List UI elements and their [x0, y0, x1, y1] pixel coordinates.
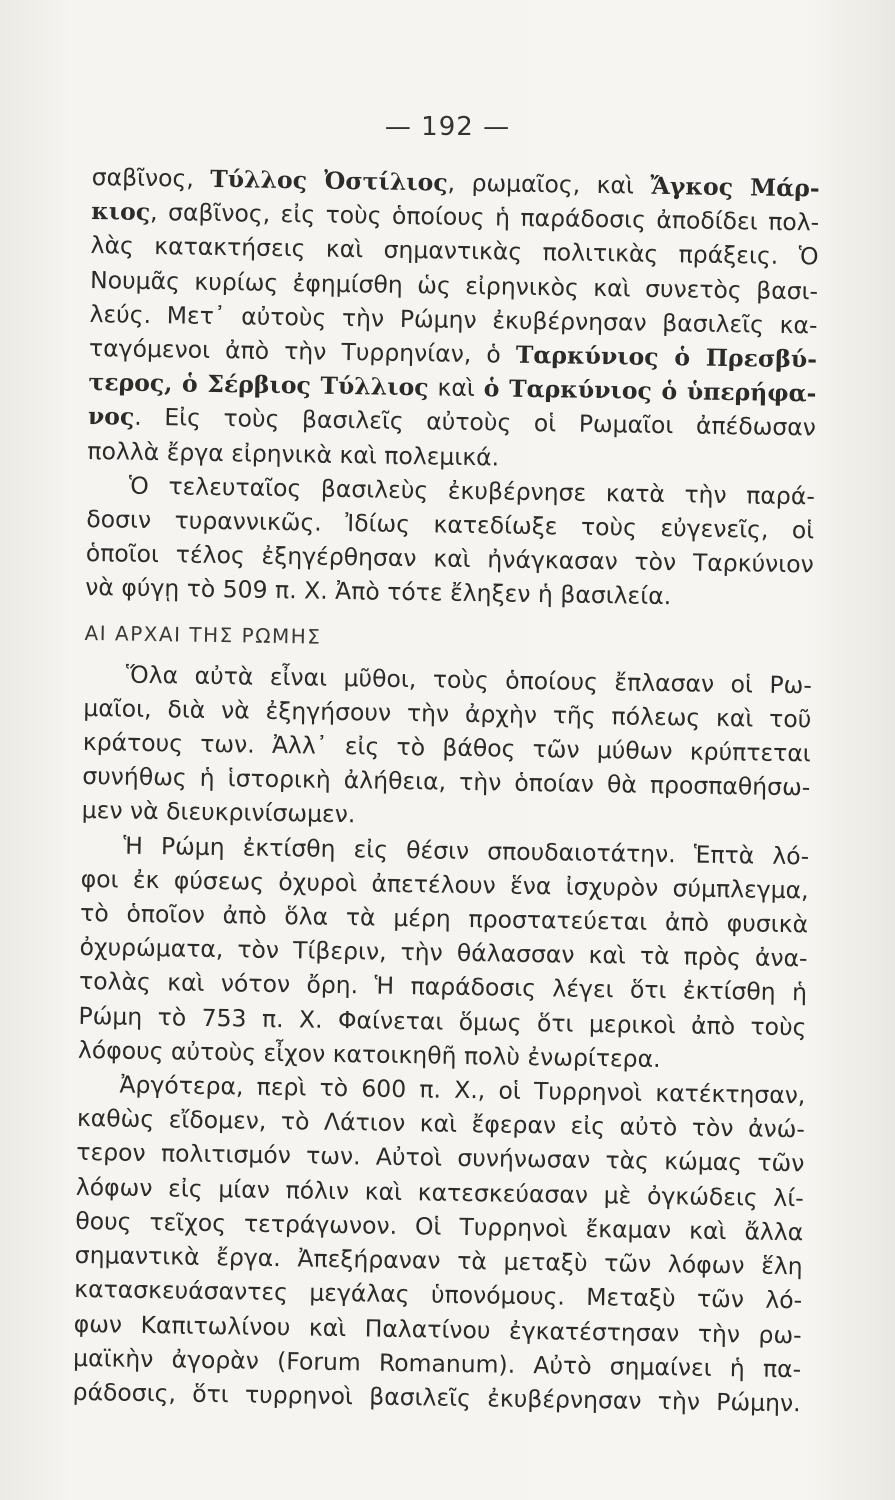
bold-name: Ἄγκος Μάρ-	[650, 171, 820, 203]
text-run: δοσιν τυραννικῶς. Ἰδίως κατεδίωξε τοὺς εὐγενεῖς, οἱ	[86, 504, 815, 545]
text-run: Ὁ τελευταῖος βασιλεὺς ἐκυβέρνησε κατὰ τὴν παρά-	[128, 471, 816, 511]
text-run: , σαβῖνος, εἰς τοὺς ὁποίους ἡ παράδοσις ἀποδίδει πολ-	[149, 198, 820, 237]
page-number: — 192 —	[384, 112, 511, 142]
text-run: φοι ἐκ φύσεως ὀχυροὶ ἀπετέλουν ἕνα ἰσχυρὸν σύμπλεγμα,	[80, 864, 809, 905]
text-run: ταγόμενοι ἀπὸ τὴν Τυρρηνίαν, ὁ	[88, 333, 517, 369]
text-run: Ρώμη τὸ 753 π. Χ. Φαίνεται ὅμως ὅτι μερικοὶ ἀπὸ τοὺς	[78, 1001, 807, 1041]
text-run: τολὰς καὶ νότον ὄρη. Ἡ παράδοσις λέγει ὅτι ἐκτίσθη ἡ	[78, 967, 808, 1007]
text-run: τερον πολιτισμόν των. Αὐτοὶ συνήνωσαν τὰς κώμας τῶν	[76, 1138, 805, 1178]
bold-name: νος	[87, 402, 135, 432]
bold-name: Ταρκύνιος ὁ Πρεσβύ-	[515, 340, 818, 374]
text-run: ὁποῖοι τέλος ἐξηγέρθησαν καὶ ἠνάγκασαν τὸν Ταρκύνιον	[85, 539, 814, 579]
body-text	[72, 160, 820, 1420]
text-run: μαϊκὴν ἀγορὰν (Forum Romanum). Αὐτὸ σημαίνει ἡ πα-	[72, 1343, 802, 1383]
text-run: συνήθως ἡ ἱστορικὴ ἀλήθεια, τὴν ὁποίαν θὰ προσπαθήσω-	[82, 762, 811, 802]
text-run: . Εἰς τοὺς βασιλεῖς αὐτοὺς οἱ Ρωμαῖοι ἀπέδωσαν	[134, 403, 817, 442]
text-run: λεύς. Μετ᾽ αὐτοὺς τὴν Ρώμην ἐκυβέρνησαν βασιλεῖς κα-	[89, 299, 818, 340]
bold-name: ὁ Ταρκύνιος ὁ ὑπερήφα-	[483, 374, 817, 408]
text-run: λόφους αὐτοὺς εἶχον κατοικηθῆ πολὺ ἐνωρίτερα.	[77, 1035, 661, 1073]
text-run: θους τεῖχος τετράγωνον. Οἱ Τυρρηνοὶ ἔκαμαν καὶ ἄλλα	[75, 1206, 804, 1247]
text-run: Νουμᾶς κυρίως ἐφημίσθη ὡς εἰρηνικὸς καὶ συνετὸς βασι-	[89, 265, 819, 306]
text-run: σαβῖνος,	[91, 162, 211, 193]
text-run: ράδοσις, ὅτι τυρρηνοὶ βασιλεῖς ἐκυβέρνησαν τὴν Ρώμην.	[72, 1377, 801, 1418]
text-run: Ἡ Ρώμη ἐκτίσθη εἰς θέσιν σπουδαιοτάτην. Ἑπτὰ λό-	[123, 831, 810, 871]
text-run: τὸ ὁποῖον ἀπὸ ὅλα τὰ μέρη προστατεύεται ἀπὸ φυσικὰ	[79, 898, 809, 939]
text-run: μεν νὰ διευκρινίσωμεν.	[81, 796, 356, 829]
text-run: σημαντικὰ ἔργα. Ἀπεξήραναν τὰ μεταξὺ τῶν λόφων ἕλη	[74, 1240, 803, 1281]
text-run: Ἀργότερα, περὶ τὸ 600 π. Χ., οἱ Τυρρηνοὶ κατέκτησαν,	[119, 1070, 806, 1110]
text-run: λὰς κατακτήσεις καὶ σημαντικὰς πολιτικὰς πράξεις. Ὁ	[90, 231, 819, 271]
text-run: ὀχυρώματα, τὸν Τίβεριν, τὴν θάλασσαν καὶ τὰ πρὸς ἀνα-	[79, 933, 808, 973]
bold-name: κιος	[90, 197, 151, 227]
section-heading: ΑΙ ΑΡΧΑΙ ΤΗΣ ΡΩΜΗΣ	[84, 620, 322, 649]
text-run: μαῖοι, διὰ νὰ ἐξηγήσουν τὴν ἀρχὴν τῆς πόλεως καὶ τοῦ	[83, 693, 812, 734]
text-run: καὶ	[428, 373, 484, 403]
text-run: , ρωμαῖος, καὶ	[447, 168, 651, 200]
bold-name: Τύλλος Ὀστίλιος	[210, 164, 448, 197]
text-run: πολλὰ ἔργα εἰρηνικὰ καὶ πολεμικά.	[87, 436, 500, 472]
text-run: λόφων εἰς μίαν πόλιν καὶ κατεσκεύασαν μὲ ὀγκώδεις λί-	[75, 1172, 805, 1212]
text-run: κράτους των. Ἀλλ᾽ εἰς τὸ βάθος τῶν μύθων κρύπτεται	[82, 727, 811, 768]
text-run: νὰ φύγῃ τὸ 509 π. Χ. Ἀπὸ τότε ἔληξεν ἡ βασιλεία.	[85, 573, 672, 611]
text-run: Ὅλα αὐτὰ εἶναι μῦθοι, τοὺς ὁποίους ἔπλασαν οἱ Ρω-	[125, 660, 813, 700]
text-run: καθὼς εἴδομεν, τὸ Λάτιον καὶ ἔφεραν εἰς αὐτὸ τὸν ἀνώ-	[76, 1104, 806, 1144]
text-run: φων Καπιτωλίνου καὶ Παλατίνου ἐγκατέστησαν τὴν ρω-	[73, 1309, 802, 1349]
text-run: κατασκευάσαντες μεγάλας ὑπονόμους. Μεταξὺ τῶν λό-	[74, 1275, 803, 1315]
bold-name: τερος, ὁ Σέρβιος Τύλλιος	[88, 368, 429, 402]
